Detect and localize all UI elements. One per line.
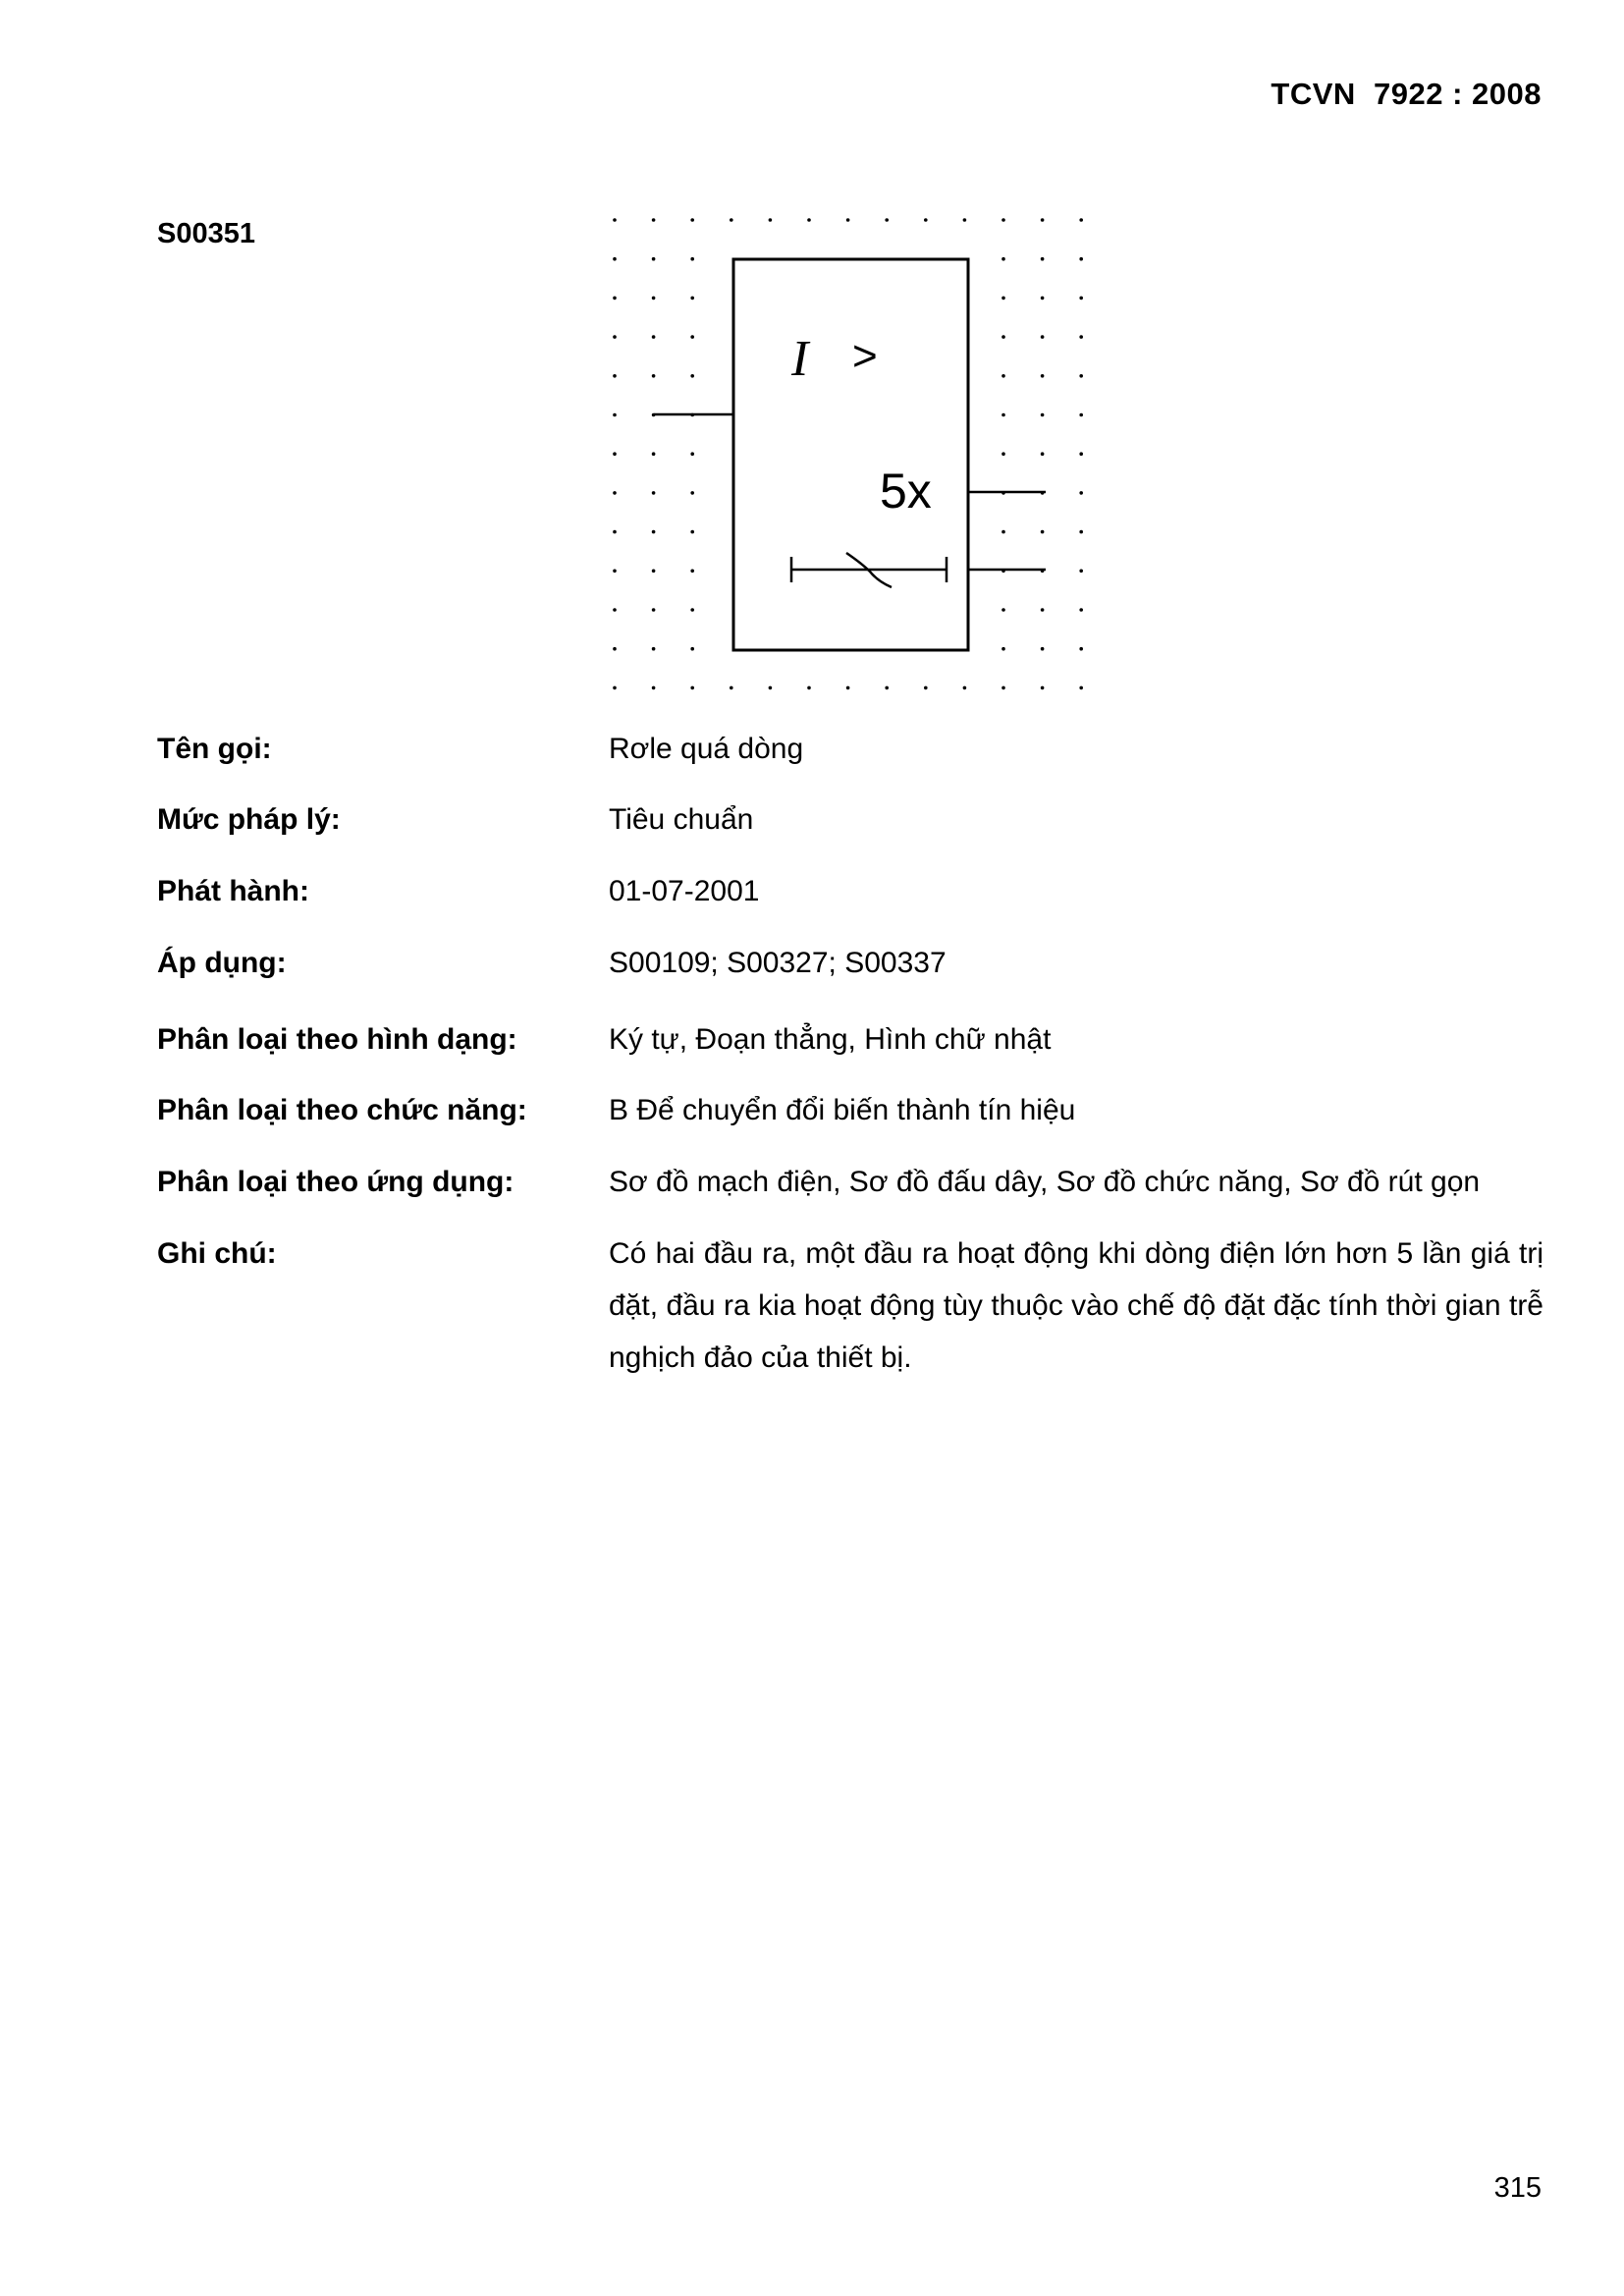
- overcurrent-relay-symbol: [599, 196, 1110, 707]
- field-label: Áp dụng:: [157, 947, 287, 979]
- field-label: Phát hành:: [157, 875, 309, 907]
- current-symbol: I: [791, 331, 809, 387]
- field-value: 01-07-2001: [609, 875, 760, 907]
- field-value: Ký tự, Đoạn thẳng, Hình chữ nhật: [609, 1023, 1052, 1056]
- field-label: Ghi chú:: [157, 1237, 277, 1270]
- field-label: Phân loại theo ứng dụng:: [157, 1166, 514, 1198]
- field-value: Rơle quá dòng: [609, 733, 804, 765]
- symbol-code: S00351: [157, 218, 255, 249]
- relay-box: [733, 259, 968, 650]
- greater-than-symbol: >: [852, 332, 878, 380]
- grid-dots: [613, 218, 1083, 689]
- field-label: Mức pháp lý:: [157, 803, 341, 836]
- page-number: 315: [1493, 2172, 1542, 2204]
- field-value: Sơ đồ mạch điện, Sơ đồ đấu dây, Sơ đồ chức năng, Sơ đồ rút gọn: [609, 1166, 1481, 1198]
- field-value: S00109; S00327; S00337: [609, 947, 947, 979]
- field-value: B Để chuyển đổi biến thành tín hiệu: [609, 1094, 1076, 1126]
- field-value: Có hai đầu ra, một đầu ra hoạt động khi dòng điện lớn hơn 5 lần giá trị đặt, đầu ra kia hoạt động tùy thuộc vào chế độ đặt đặc tính thời gian trễ nghịch đảo của thiết bị.: [609, 1237, 1543, 1374]
- standard-header: TCVN 7922 : 2008: [1271, 77, 1542, 111]
- field-label: Phân loại theo chức năng:: [157, 1094, 527, 1126]
- field-value: Tiêu chuẩn: [609, 803, 754, 836]
- multiplier-label: 5x: [880, 464, 932, 519]
- field-label: Tên gọi:: [157, 733, 272, 765]
- field-label: Phân loại theo hình dạng:: [157, 1023, 517, 1056]
- inverse-time-delay-icon: [791, 553, 947, 587]
